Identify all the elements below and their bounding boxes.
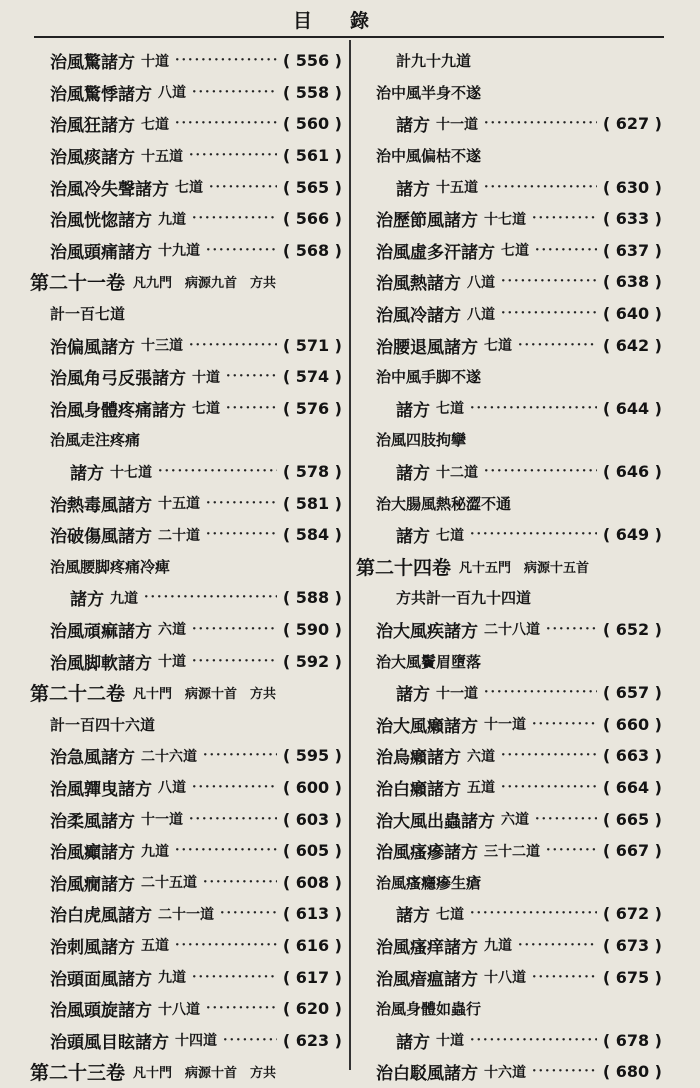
toc-entry bbox=[356, 235, 662, 267]
entry-title: 治白駁風諸方 bbox=[376, 1064, 478, 1085]
dot-leader bbox=[501, 780, 597, 795]
page-number: ( 584 ) bbox=[282, 525, 342, 545]
toc-entry bbox=[356, 203, 662, 235]
recipe-count: 五道 bbox=[141, 938, 169, 955]
entry-title: 治刺風諸方 bbox=[50, 937, 135, 958]
page-number: ( 633 ) bbox=[602, 209, 662, 229]
page-number: ( 663 ) bbox=[602, 746, 662, 766]
entry-title: 治腰退風諸方 bbox=[376, 337, 478, 358]
page-number: ( 664 ) bbox=[602, 777, 662, 797]
page-number: ( 638 ) bbox=[602, 272, 662, 292]
volume-heading bbox=[30, 677, 342, 709]
toc-entry bbox=[356, 329, 662, 361]
page-number: ( 595 ) bbox=[282, 746, 342, 766]
page-number: ( 556 ) bbox=[282, 51, 342, 71]
toc-entry bbox=[356, 1024, 662, 1056]
dot-leader bbox=[501, 748, 597, 763]
page-number: ( 680 ) bbox=[602, 1062, 662, 1082]
page-number: ( 565 ) bbox=[282, 177, 342, 197]
toc-entry bbox=[356, 519, 662, 551]
entry-title: 治風瘙瘮諸方 bbox=[376, 843, 478, 864]
recipe-count: 七道 bbox=[484, 338, 512, 355]
toc-entry bbox=[30, 171, 342, 203]
page-number: ( 558 ) bbox=[282, 82, 342, 102]
toc-entry bbox=[356, 708, 662, 740]
dot-leader bbox=[203, 875, 277, 890]
line-text: 治大腸風熱秘澀不通 bbox=[376, 494, 512, 513]
dot-leader bbox=[203, 748, 277, 763]
dot-leader bbox=[220, 906, 277, 921]
page-number: ( 616 ) bbox=[282, 935, 342, 955]
entry-title: 治風身體疼痛諸方 bbox=[50, 400, 186, 421]
page-number: ( 578 ) bbox=[282, 462, 342, 482]
recipe-count: 十道 bbox=[192, 369, 220, 386]
dot-leader bbox=[532, 1064, 597, 1079]
toc-entry bbox=[30, 140, 342, 172]
page-number: ( 657 ) bbox=[602, 683, 662, 703]
entry-title: 治歷節風諸方 bbox=[376, 211, 478, 232]
dot-leader bbox=[470, 1033, 597, 1048]
dot-leader bbox=[226, 369, 277, 384]
recipe-count: 八道 bbox=[158, 780, 186, 797]
entry-title: 治風頭旋諸方 bbox=[50, 1001, 152, 1022]
toc-entry bbox=[30, 993, 342, 1025]
dot-leader bbox=[546, 622, 597, 637]
recipe-count: 二十道 bbox=[158, 527, 200, 544]
toc-entry bbox=[356, 108, 662, 140]
toc-entry bbox=[30, 803, 342, 835]
recipe-count: 十道 bbox=[436, 1033, 464, 1050]
page-number: ( 637 ) bbox=[602, 240, 662, 260]
entry-title: 諸方 bbox=[396, 1032, 430, 1053]
line-text: 治風四肢拘攣 bbox=[376, 431, 467, 450]
toc-entry bbox=[30, 582, 342, 614]
recipe-count: 二十五道 bbox=[141, 875, 197, 892]
dot-leader bbox=[192, 622, 277, 637]
dot-leader bbox=[175, 116, 277, 131]
page-number: ( 652 ) bbox=[602, 619, 662, 639]
volume-title: 第二十二卷 bbox=[30, 683, 126, 706]
toc-entry bbox=[30, 456, 342, 488]
recipe-count: 十九道 bbox=[158, 243, 200, 260]
page-number: ( 644 ) bbox=[602, 398, 662, 418]
recipe-count: 十道 bbox=[158, 654, 186, 671]
recipe-count: 九道 bbox=[110, 590, 138, 607]
toc-text-line bbox=[356, 645, 662, 677]
page-number: ( 571 ) bbox=[282, 335, 342, 355]
recipe-count: 十八道 bbox=[484, 970, 526, 987]
dot-leader bbox=[470, 527, 597, 542]
dot-leader bbox=[209, 180, 277, 195]
page-number: ( 600 ) bbox=[282, 777, 342, 797]
recipe-count: 七道 bbox=[501, 243, 529, 260]
page-number: ( 623 ) bbox=[282, 1030, 342, 1050]
recipe-count: 十二道 bbox=[436, 464, 478, 481]
dot-leader bbox=[192, 654, 277, 669]
dot-leader bbox=[189, 338, 277, 353]
recipe-count: 十一道 bbox=[436, 116, 478, 133]
page-number: ( 665 ) bbox=[602, 809, 662, 829]
entry-title: 治大風疾諸方 bbox=[376, 621, 478, 642]
page-title: 目錄 bbox=[292, 10, 407, 32]
toc-entry bbox=[30, 772, 342, 804]
toc-entry bbox=[356, 930, 662, 962]
toc-entry bbox=[356, 393, 662, 425]
line-text: 計一百七道 bbox=[50, 305, 126, 324]
line-text: 治風腰脚疼痛冷痺 bbox=[50, 557, 171, 576]
page-number: ( 603 ) bbox=[282, 809, 342, 829]
entry-title: 治風狂諸方 bbox=[50, 116, 135, 137]
entry-title: 治風驚諸方 bbox=[50, 53, 135, 74]
toc-entry bbox=[30, 614, 342, 646]
recipe-count: 十道 bbox=[141, 53, 169, 70]
recipe-count: 九道 bbox=[158, 211, 186, 228]
dot-leader bbox=[175, 938, 277, 953]
dot-leader bbox=[532, 970, 597, 985]
recipe-count: 六道 bbox=[158, 622, 186, 639]
dot-leader bbox=[189, 148, 277, 163]
page-number: ( 560 ) bbox=[282, 114, 342, 134]
entry-title: 治破傷風諸方 bbox=[50, 527, 152, 548]
recipe-count: 十五道 bbox=[158, 496, 200, 513]
toc-text-line bbox=[356, 140, 662, 172]
toc-entry bbox=[356, 266, 662, 298]
toc-text-line bbox=[356, 866, 662, 898]
volume-description: 凡九門 病源九首 方共 bbox=[133, 276, 277, 292]
dot-leader bbox=[175, 53, 277, 68]
toc-entry bbox=[356, 456, 662, 488]
toc-text-line bbox=[30, 708, 342, 740]
toc-entry bbox=[30, 835, 342, 867]
entry-title: 治風脚軟諸方 bbox=[50, 653, 152, 674]
entry-title: 治烏癩諸方 bbox=[376, 748, 461, 769]
recipe-count: 七道 bbox=[141, 116, 169, 133]
dot-leader bbox=[532, 717, 597, 732]
page-number: ( 627 ) bbox=[602, 114, 662, 134]
line-text: 計九十九道 bbox=[396, 52, 472, 71]
recipe-count: 十七道 bbox=[110, 464, 152, 481]
recipe-count: 十七道 bbox=[484, 211, 526, 228]
dot-leader bbox=[206, 1001, 277, 1016]
entry-title: 治大風出蟲諸方 bbox=[376, 811, 495, 832]
entry-title: 治熱毒風諸方 bbox=[50, 495, 152, 516]
dot-leader bbox=[226, 401, 277, 416]
dot-leader bbox=[470, 401, 597, 416]
entry-title: 諸方 bbox=[70, 464, 104, 485]
page-number: ( 673 ) bbox=[602, 935, 662, 955]
toc-entry bbox=[356, 677, 662, 709]
toc-entry bbox=[30, 645, 342, 677]
dot-leader bbox=[484, 464, 597, 479]
page-number: ( 561 ) bbox=[282, 146, 342, 166]
line-text: 計一百四十六道 bbox=[50, 715, 156, 734]
recipe-count: 十八道 bbox=[158, 1001, 200, 1018]
dot-leader bbox=[144, 590, 277, 605]
header-rule bbox=[34, 36, 664, 38]
entry-title: 治風痰諸方 bbox=[50, 148, 135, 169]
recipe-count: 二十六道 bbox=[141, 748, 197, 765]
toc-entry bbox=[30, 487, 342, 519]
recipe-count: 二十一道 bbox=[158, 906, 214, 923]
toc-text-line bbox=[356, 487, 662, 519]
entry-title: 治風嚲曳諸方 bbox=[50, 779, 152, 800]
toc-entry bbox=[356, 835, 662, 867]
recipe-count: 十一道 bbox=[141, 812, 183, 829]
dot-leader bbox=[484, 180, 597, 195]
entry-title: 諸方 bbox=[396, 179, 430, 200]
toc-entry bbox=[30, 77, 342, 109]
toc-text-line bbox=[356, 993, 662, 1025]
entry-title: 治風瘖瘟諸方 bbox=[376, 969, 478, 990]
toc-entry bbox=[30, 329, 342, 361]
page-number: ( 590 ) bbox=[282, 619, 342, 639]
dot-leader bbox=[192, 85, 277, 100]
dot-leader bbox=[535, 812, 597, 827]
page-number: ( 605 ) bbox=[282, 841, 342, 861]
toc-text-line bbox=[356, 361, 662, 393]
page-number: ( 667 ) bbox=[602, 841, 662, 861]
dot-leader bbox=[206, 496, 277, 511]
dot-leader bbox=[484, 685, 597, 700]
recipe-count: 六道 bbox=[501, 812, 529, 829]
dot-leader bbox=[535, 243, 597, 258]
dot-leader bbox=[546, 843, 597, 858]
toc-entry bbox=[30, 930, 342, 962]
dot-leader bbox=[192, 211, 277, 226]
toc-entry bbox=[356, 961, 662, 993]
entry-title: 諸方 bbox=[70, 590, 104, 611]
volume-heading bbox=[30, 1056, 342, 1088]
dot-leader bbox=[223, 1033, 277, 1048]
toc-text-line bbox=[30, 551, 342, 583]
page-number: ( 574 ) bbox=[282, 367, 342, 387]
toc-entry bbox=[30, 235, 342, 267]
toc-entry bbox=[30, 45, 342, 77]
entry-title: 治大風癩諸方 bbox=[376, 716, 478, 737]
recipe-count: 十五道 bbox=[141, 148, 183, 165]
line-text: 方共計一百九十四道 bbox=[396, 589, 532, 608]
entry-title: 治白虎風諸方 bbox=[50, 906, 152, 927]
page-number: ( 646 ) bbox=[602, 462, 662, 482]
toc-entry bbox=[356, 171, 662, 203]
dot-leader bbox=[484, 116, 597, 131]
entry-title: 諸方 bbox=[396, 906, 430, 927]
entry-title: 諸方 bbox=[396, 400, 430, 421]
entry-title: 治風癲諸方 bbox=[50, 843, 135, 864]
dot-leader bbox=[192, 780, 277, 795]
entry-title: 治風恍惚諸方 bbox=[50, 211, 152, 232]
volume-title: 第二十一卷 bbox=[30, 272, 126, 295]
dot-leader bbox=[175, 843, 277, 858]
recipe-count: 十六道 bbox=[484, 1064, 526, 1081]
recipe-count: 十五道 bbox=[436, 180, 478, 197]
entry-title: 治風熱諸方 bbox=[376, 274, 461, 295]
page-number: ( 608 ) bbox=[282, 872, 342, 892]
entry-title: 治風冷失聲諸方 bbox=[50, 179, 169, 200]
line-text: 治大風鬢眉墮落 bbox=[376, 652, 482, 671]
recipe-count: 十四道 bbox=[175, 1033, 217, 1050]
toc-text-line bbox=[356, 77, 662, 109]
entry-title: 治偏風諸方 bbox=[50, 337, 135, 358]
volume-title: 第二十四卷 bbox=[356, 556, 452, 579]
entry-title: 治風驚悸諸方 bbox=[50, 84, 152, 105]
page-number: ( 568 ) bbox=[282, 240, 342, 260]
dot-leader bbox=[189, 812, 277, 827]
recipe-count: 八道 bbox=[467, 306, 495, 323]
volume-description: 凡十門 病源十首 方共 bbox=[133, 1066, 277, 1082]
recipe-count: 十一道 bbox=[484, 717, 526, 734]
toc-text-line bbox=[356, 45, 662, 77]
volume-heading bbox=[356, 551, 662, 583]
dot-leader bbox=[518, 338, 597, 353]
entry-title: 治柔風諸方 bbox=[50, 811, 135, 832]
entry-title: 治風癇諸方 bbox=[50, 874, 135, 895]
volume-heading bbox=[30, 266, 342, 298]
entry-title: 治風瘙痒諸方 bbox=[376, 937, 478, 958]
page-number: ( 649 ) bbox=[602, 525, 662, 545]
toc-entry bbox=[356, 298, 662, 330]
page-number: ( 660 ) bbox=[602, 714, 662, 734]
entry-title: 諸方 bbox=[396, 464, 430, 485]
page-number: ( 678 ) bbox=[602, 1030, 662, 1050]
page-number: ( 566 ) bbox=[282, 209, 342, 229]
page-number: ( 592 ) bbox=[282, 651, 342, 671]
dot-leader bbox=[158, 464, 277, 479]
toc-entry bbox=[30, 898, 342, 930]
page-number: ( 588 ) bbox=[282, 588, 342, 608]
dot-leader bbox=[206, 527, 277, 542]
page-number: ( 640 ) bbox=[602, 304, 662, 324]
recipe-count: 八道 bbox=[158, 85, 186, 102]
page-number: ( 675 ) bbox=[602, 967, 662, 987]
recipe-count: 九道 bbox=[484, 938, 512, 955]
dot-leader bbox=[518, 938, 597, 953]
toc-text-line bbox=[30, 298, 342, 330]
recipe-count: 二十八道 bbox=[484, 622, 540, 639]
entry-title: 治頭風目眩諸方 bbox=[50, 1032, 169, 1053]
entry-title: 治急風諸方 bbox=[50, 748, 135, 769]
line-text: 治中風手脚不遂 bbox=[376, 368, 482, 387]
entry-title: 治風頑痲諸方 bbox=[50, 621, 152, 642]
entry-title: 治風虛多汗諸方 bbox=[376, 242, 495, 263]
dot-leader bbox=[501, 306, 597, 321]
page-number: ( 617 ) bbox=[282, 967, 342, 987]
toc-entry bbox=[30, 361, 342, 393]
recipe-count: 九道 bbox=[141, 843, 169, 860]
toc-entry bbox=[30, 108, 342, 140]
recipe-count: 三十二道 bbox=[484, 843, 540, 860]
recipe-count: 五道 bbox=[467, 780, 495, 797]
line-text: 治中風半身不遂 bbox=[376, 83, 482, 102]
dot-leader bbox=[532, 211, 597, 226]
recipe-count: 八道 bbox=[467, 274, 495, 291]
volume-title: 第二十三卷 bbox=[30, 1062, 126, 1085]
toc-entry bbox=[356, 1056, 662, 1088]
entry-title: 治白癩諸方 bbox=[376, 779, 461, 800]
entry-title: 治風角弓反張諸方 bbox=[50, 369, 186, 390]
recipe-count: 七道 bbox=[192, 401, 220, 418]
recipe-count: 十三道 bbox=[141, 338, 183, 355]
entry-title: 治頭面風諸方 bbox=[50, 969, 152, 990]
recipe-count: 六道 bbox=[467, 748, 495, 765]
toc-entry bbox=[356, 740, 662, 772]
page-number: ( 576 ) bbox=[282, 398, 342, 418]
line-text: 治中風偏枯不遂 bbox=[376, 147, 482, 166]
page-number: ( 620 ) bbox=[282, 999, 342, 1019]
toc-entry bbox=[356, 898, 662, 930]
recipe-count: 七道 bbox=[436, 906, 464, 923]
recipe-count: 七道 bbox=[436, 527, 464, 544]
right-column bbox=[356, 45, 662, 1088]
entry-title: 治風頭痛諸方 bbox=[50, 242, 152, 263]
entry-title: 諸方 bbox=[396, 116, 430, 137]
toc-entry bbox=[30, 203, 342, 235]
page-number: ( 672 ) bbox=[602, 904, 662, 924]
toc-entry bbox=[356, 772, 662, 804]
toc-text-line bbox=[356, 424, 662, 456]
toc-entry bbox=[30, 961, 342, 993]
dot-leader bbox=[470, 906, 597, 921]
entry-title: 治風冷諸方 bbox=[376, 306, 461, 327]
line-text: 治風走注疼痛 bbox=[50, 431, 141, 450]
left-column bbox=[30, 45, 342, 1088]
volume-description: 凡十五門 病源十五首 bbox=[459, 560, 590, 576]
recipe-count: 九道 bbox=[158, 970, 186, 987]
toc-entry bbox=[356, 803, 662, 835]
toc-entry bbox=[356, 614, 662, 646]
line-text: 治風身體如蟲行 bbox=[376, 1000, 482, 1019]
page-number: ( 613 ) bbox=[282, 904, 342, 924]
column-divider bbox=[349, 40, 351, 1070]
toc-text-line bbox=[30, 424, 342, 456]
recipe-count: 七道 bbox=[175, 180, 203, 197]
toc-entry bbox=[30, 866, 342, 898]
page-number: ( 581 ) bbox=[282, 493, 342, 513]
page-number: ( 630 ) bbox=[602, 177, 662, 197]
toc-entry bbox=[30, 393, 342, 425]
toc-entry bbox=[30, 1024, 342, 1056]
entry-title: 諸方 bbox=[396, 527, 430, 548]
entry-title: 諸方 bbox=[396, 685, 430, 706]
page-number: ( 642 ) bbox=[602, 335, 662, 355]
recipe-count: 七道 bbox=[436, 401, 464, 418]
toc-text-line bbox=[356, 582, 662, 614]
toc-entry bbox=[30, 519, 342, 551]
dot-leader bbox=[501, 274, 597, 289]
line-text: 治風瘙癮瘮生瘡 bbox=[376, 873, 482, 892]
toc-entry bbox=[30, 740, 342, 772]
volume-description: 凡十門 病源十首 方共 bbox=[133, 687, 277, 703]
dot-leader bbox=[206, 243, 277, 258]
recipe-count: 十一道 bbox=[436, 685, 478, 702]
dot-leader bbox=[192, 970, 277, 985]
